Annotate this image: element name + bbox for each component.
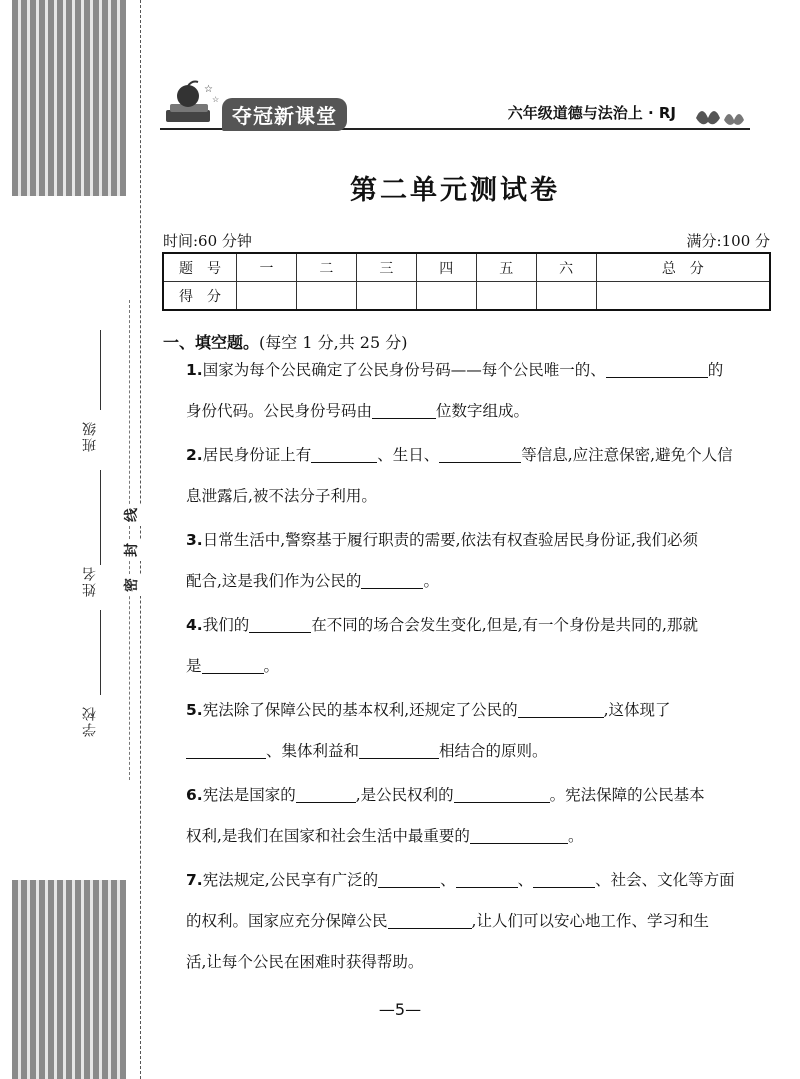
time-limit: 时间:60 分钟: [163, 232, 252, 250]
answer-blank[interactable]: [456, 872, 518, 889]
answer-blank[interactable]: [361, 573, 423, 590]
section-note: (每空 1 分,共 25 分): [259, 333, 408, 352]
apple-book-logo-icon: [160, 80, 220, 132]
question-1: [186, 350, 772, 432]
answer-blank[interactable]: [454, 787, 550, 804]
question-text: 国家为每个公民确定了公民身份号码——每个公民唯一的、: [202, 361, 606, 379]
school-answer-line: [100, 610, 101, 695]
score-cell: 二: [296, 253, 356, 282]
question-text: 的权利。国家应充分保障公民: [186, 912, 388, 930]
answer-blank[interactable]: [439, 447, 521, 464]
name-answer-line: [100, 470, 101, 565]
score-input-cell[interactable]: [296, 282, 356, 311]
question-6: [186, 775, 772, 857]
seal-word-secret: 密: [121, 574, 141, 596]
question-text: ,这体现了: [603, 701, 671, 719]
question-text: 。: [423, 572, 439, 590]
seal-word-line: 线: [121, 504, 141, 526]
question-text: 、: [517, 871, 534, 889]
score-input-cell[interactable]: [476, 282, 536, 311]
answer-blank[interactable]: [249, 617, 311, 634]
question-text: ,让人们可以安心地工作、学习和生: [471, 912, 709, 930]
header-banner: [160, 84, 750, 134]
answer-blank[interactable]: [533, 872, 595, 889]
question-number: 2.: [186, 446, 203, 464]
question-number: 5.: [186, 701, 203, 719]
question-text: 、: [440, 871, 456, 889]
score-cell: 题 号: [163, 253, 237, 282]
answer-blank[interactable]: [186, 743, 266, 760]
question-text: 是: [186, 657, 202, 675]
question-number: 7.: [186, 871, 203, 889]
score-row-label: 得 分: [163, 282, 237, 311]
score-cell: 三: [356, 253, 416, 282]
question-text: 配合,这是我们作为公民的: [186, 572, 362, 590]
svg-text:☆: ☆: [204, 84, 213, 95]
question-number: 4.: [186, 616, 203, 634]
score-input-cell[interactable]: [416, 282, 476, 311]
question-text: 位数字组成。: [436, 402, 530, 420]
score-table-header-row: [163, 253, 770, 282]
name-label: 姓名: [82, 565, 98, 597]
question-text: 宪法除了保障公民的基本权利,还规定了公民的: [202, 701, 518, 719]
question-text: 的: [707, 361, 724, 379]
question-text: 在不同的场合会发生变化,但是,有一个身份是共同的,那就: [311, 616, 698, 634]
answer-blank[interactable]: [388, 913, 472, 930]
question-5: [186, 690, 772, 772]
seal-word-seal: 封: [121, 539, 141, 561]
question-4: [186, 605, 772, 687]
score-cell: 四: [416, 253, 476, 282]
svg-text:☆: ☆: [212, 95, 220, 104]
question-number: 6.: [186, 786, 203, 804]
answer-blank[interactable]: [518, 702, 604, 719]
brand-label: 夺冠新课堂: [222, 98, 347, 131]
answer-blank[interactable]: [296, 787, 356, 804]
answer-blank[interactable]: [606, 362, 708, 379]
question-text: 身份代码。公民身份号码由: [186, 402, 373, 420]
question-number: 1.: [186, 361, 203, 379]
score-cell: 六: [536, 253, 596, 282]
question-3: [186, 520, 772, 602]
score-cell: 一: [237, 253, 297, 282]
question-text: 、生日、: [377, 446, 440, 464]
answer-blank[interactable]: [359, 743, 439, 760]
question-text: 、社会、文化等方面: [595, 871, 735, 889]
answer-blank[interactable]: [470, 828, 568, 845]
question-text: 、集体利益和: [266, 742, 360, 760]
question-text: 权利,是我们在国家和社会生活中最重要的: [186, 827, 470, 845]
score-table: [162, 252, 771, 311]
answer-blank[interactable]: [311, 447, 377, 464]
score-cell: 五: [476, 253, 536, 282]
margin-stripe-bottom: [12, 880, 126, 1079]
question-text: 相结合的原则。: [439, 742, 548, 760]
butterfly-decoration-icon: [686, 98, 750, 130]
question-text: 。: [567, 827, 584, 845]
score-cell: 总 分: [596, 253, 770, 282]
score-table-score-row: [163, 282, 770, 311]
question-text: 居民身份证上有: [202, 446, 312, 464]
grade-subject: 六年级道德与法治上 · RJ: [504, 102, 680, 123]
page-number: —5—: [378, 1000, 422, 1019]
question-text: 宪法规定,公民享有广泛的: [202, 871, 379, 889]
score-input-cell[interactable]: [536, 282, 596, 311]
question-text: 日常生活中,警察基于履行职责的需要,依法有权查验居民身份证,我们必须: [202, 531, 698, 549]
class-label: 班级: [82, 420, 98, 452]
question-text: 。: [263, 657, 280, 675]
question-text: 活,让每个公民在困难时获得帮助。: [186, 953, 424, 971]
question-text: 等信息,应注意保密,避免个人信: [521, 446, 733, 464]
score-input-cell[interactable]: [237, 282, 297, 311]
question-text: 息泄露后,被不法分子利用。: [186, 487, 377, 505]
answer-blank[interactable]: [372, 403, 436, 420]
question-text: ,是公民权利的: [355, 786, 454, 804]
page-title: 第二单元测试卷: [350, 175, 560, 206]
section-title: 一、填空题。: [163, 333, 260, 352]
question-text: 宪法是国家的: [202, 786, 296, 804]
question-7: [186, 860, 772, 983]
score-input-cell[interactable]: [356, 282, 416, 311]
question-text: 。宪法保障的公民基本: [549, 786, 705, 804]
margin-stripe-top: [12, 0, 126, 196]
answer-blank[interactable]: [202, 658, 264, 675]
score-input-cell[interactable]: [596, 282, 770, 311]
school-label: 学校: [82, 705, 98, 737]
full-score: 满分:100 分: [686, 232, 770, 250]
question-2: [186, 435, 772, 517]
question-text: 我们的: [202, 616, 250, 634]
question-number: 3.: [186, 531, 203, 549]
class-answer-line: [100, 330, 101, 410]
answer-blank[interactable]: [378, 872, 440, 889]
